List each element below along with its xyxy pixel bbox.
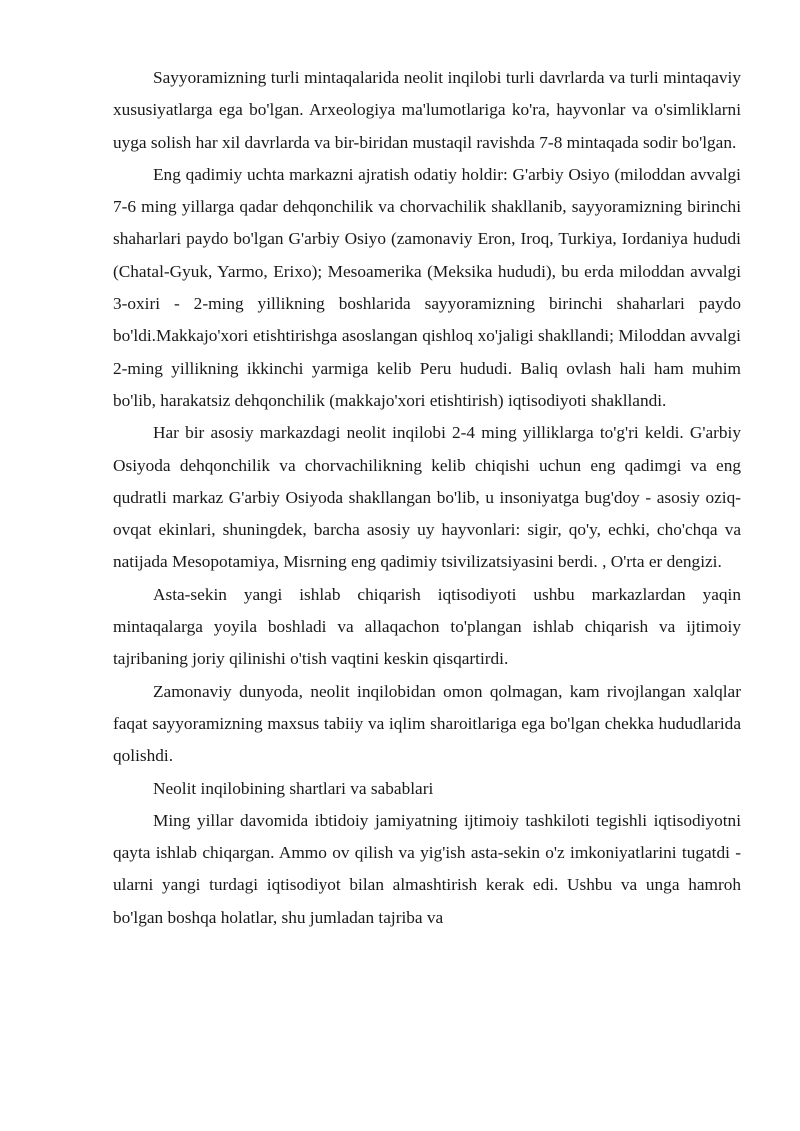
paragraph-regional-differences: Sayyoramizning turli mintaqalarida neolit inqilobi turli davrlarda va turli mintaqaviy xususiyatlarga ega bo'lgan. Arxeologiya ma'lumotlariga ko'ra, hayvonlar va o'simliklarni uyga solish har xil davrlarda va bir-biridan mustaqil ravishda 7-8 mintaqada sodir bo'lgan. [113, 68, 741, 152]
document-page [113, 62, 741, 934]
section-heading: Neolit inqilobining shartlari va sabablari [153, 778, 434, 798]
paragraph-causes: Ming yillar davomida ibtidoiy jamiyatning ijtimoiy tashkiloti tegishli iqtisodiyotni qayta ishlab chiqargan. Ammo ov qilish va yig'ish asta-sekin o'z imkoniyatlarini tugatdi - ularni yangi turdagi iqtisodiyot bilan almashtirish kerak edi. Ushbu va unga hamroh bo'lgan boshqa holatlar, shu jumladan tajriba va [113, 810, 741, 927]
paragraph-three-centers: Eng qadimiy uchta markazni ajratish odatiy holdir: G'arbiy Osiyo (miloddan avvalgi 7-6 ming yillarga qadar dehqonchilik va chorvachilik shakllanib, sayyoramizning birinchi shaharlari paydo bo'lgan G'arbiy Osiyo (zamonaviy Eron, Iroq, Turkiya, Iordaniya hududi (Chatal-Gyuk, Yarmo, Erixo); Mesoamerika (Meksika hududi), bu erda miloddan avvalgi 3-oxiri - 2-ming yillikning boshlarida sayyoramizning birinchi shaharlari paydo bo'ldi.Makkajo'xori etishtirishga asoslangan qishloq xo'jaligi shakllandi; Miloddan avvalgi 2-ming yillikning ikkinchi yarmiga kelib Peru hududi. Baliq ovlash hali ham muhim bo'lib, harakatsiz dehqonchilik (makkajo'xori etishtirish) iqtisodiyoti shakllandi. [113, 164, 741, 410]
paragraph-western-asia: Har bir asosiy markazdagi neolit inqilobi 2-4 ming yilliklarga to'g'ri keldi. G'arbiy Osiyoda dehqonchilik va chorvachilikning kelib chiqishi uchun eng qadimgi va eng qudratli markaz G'arbiy Osiyoda shakllangan bo'lib, u insoniyatga bug'doy - asosiy oziq-ovqat ekinlari, shuningdek, barcha asosiy uy hayvonlari: sigir, qo'y, echki, cho'chqa va natijada Mesopotamiya, Misrning eng qadimiy tsivilizatsiyasini berdi. , O'rta er dengizi. [113, 423, 741, 572]
paragraph-spread: Asta-sekin yangi ishlab chiqarish iqtisodiyoti ushbu markazlardan yaqin mintaqalarga yoyila boshladi va allaqachon to'plangan ishlab chiqarish va ijtimoiy tajribaning joriy qilinishi o'tish vaqtini keskin qisqartirdi. [113, 584, 741, 669]
paragraph-modern-world: Zamonaviy dunyoda, neolit inqilobidan omon qolmagan, kam rivojlangan xalqlar faqat sayyoramizning maxsus tabiiy va iqlim sharoitlariga ega bo'lgan chekka hududlarida qolishdi. [113, 681, 741, 766]
